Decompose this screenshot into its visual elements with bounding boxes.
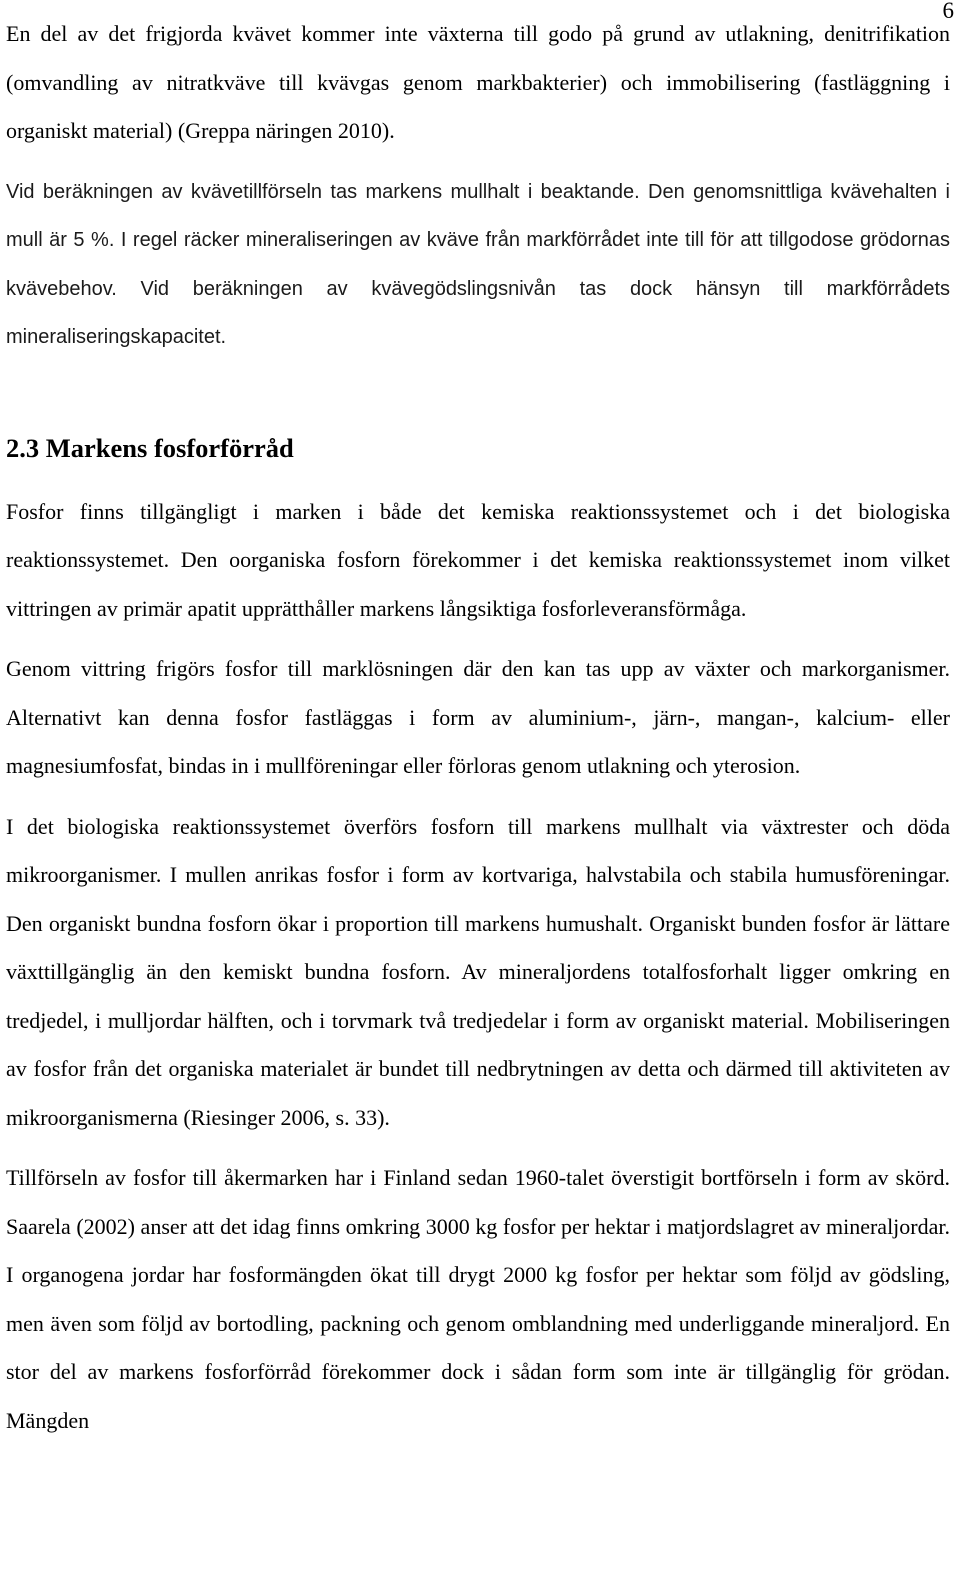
paragraph-phosphorus-systems: Fosfor finns tillgängligt i marken i både det kemiska reaktionssystemet och i det biologiska reaktionssystemet. Den oorganiska fosforn förekommer i det kemiska reaktionssystemet inom vilket vittringen av primär apatit upprätthåller markens långsiktiga fosforleveransförmåga. <box>6 498 950 621</box>
paragraph-finland-supply: Tillförseln av fosfor till åkermarken har i Finland sedan 1960-talet överstigit bortförseln i form av skörd. Saarela (2002) anser att det idag finns omkring 3000 kg fosfor per hektar i matjordslagret av mineraljordar. I organogena jordar har fosformängden ökat till drygt 2000 kg fosfor per hektar som följd av gödsling, men även som följd av bortodling, packning och genom omblandning med underliggande mineraljord. En stor del av markens fosforförråd förekommer dock i sådan form som inte är tillgänglig för grödan. Mängden <box>6 1165 950 1433</box>
paragraph-nitrogen-calculation: Vid beräkningen av kvävetillförseln tas markens mullhalt i beaktande. Den genomsnittliga kvävehalten i mull är 5 %. I regel räcker mineraliseringen av kväve från markförrådet inte till för att tillgodose grödornas kvävebehov. Vid beräkningen av kvävegödslingsnivån tas dock hänsyn till markförrådets mineraliseringskapacitet. <box>6 180 950 348</box>
page-content <box>6 10 950 1445</box>
paragraph-nitrogen-losses: En del av det frigjorda kvävet kommer inte växterna till godo på grund av utlakning, denitrifikation (omvandling av nitratkväve till kvävgas genom markbakterier) och immobilisering (fastläggning i organiskt material) (Greppa näringen 2010). <box>6 21 950 143</box>
paragraph-wrapper-nitrogen-calculation <box>6 168 950 362</box>
paragraph-weathering: Genom vittring frigörs fosfor till marklösningen där den kan tas upp av växter och markorganismer. Alternativt kan denna fosfor fastläggas i form av aluminium-, järn-, mangan-, kalcium- eller magnesiumfosfat, bindas in i mullföreningar eller förloras genom utlakning och yterosion. <box>6 656 950 778</box>
section-heading: 2.3 Markens fosforförråd <box>6 432 294 463</box>
page-number: 6 <box>942 0 954 23</box>
paragraph-biological-system: I det biologiska reaktionssystemet överförs fosforn till markens mullhalt via växtrester och döda mikroorganismer. I mullen anrikas fosfor i form av kortvariga, halvstabila och stabila humusföreningar. Den organiskt bundna fosforn ökar i proportion till markens humushalt. Organiskt bunden fosfor är lättare växttillgänglig än den kemiskt bundna fosforn. Av mineraljordens totalfosforhalt ligger omkring en tredjedel, i mulljordar hälften, och i torvmark två tredjedelar i form av organiskt material. Mobiliseringen av fosfor från det organiska materialet är bundet till nedbrytningen av detta och därmed till aktiviteten av mikroorganismerna (Riesinger 2006, s. 33). <box>6 813 950 1130</box>
